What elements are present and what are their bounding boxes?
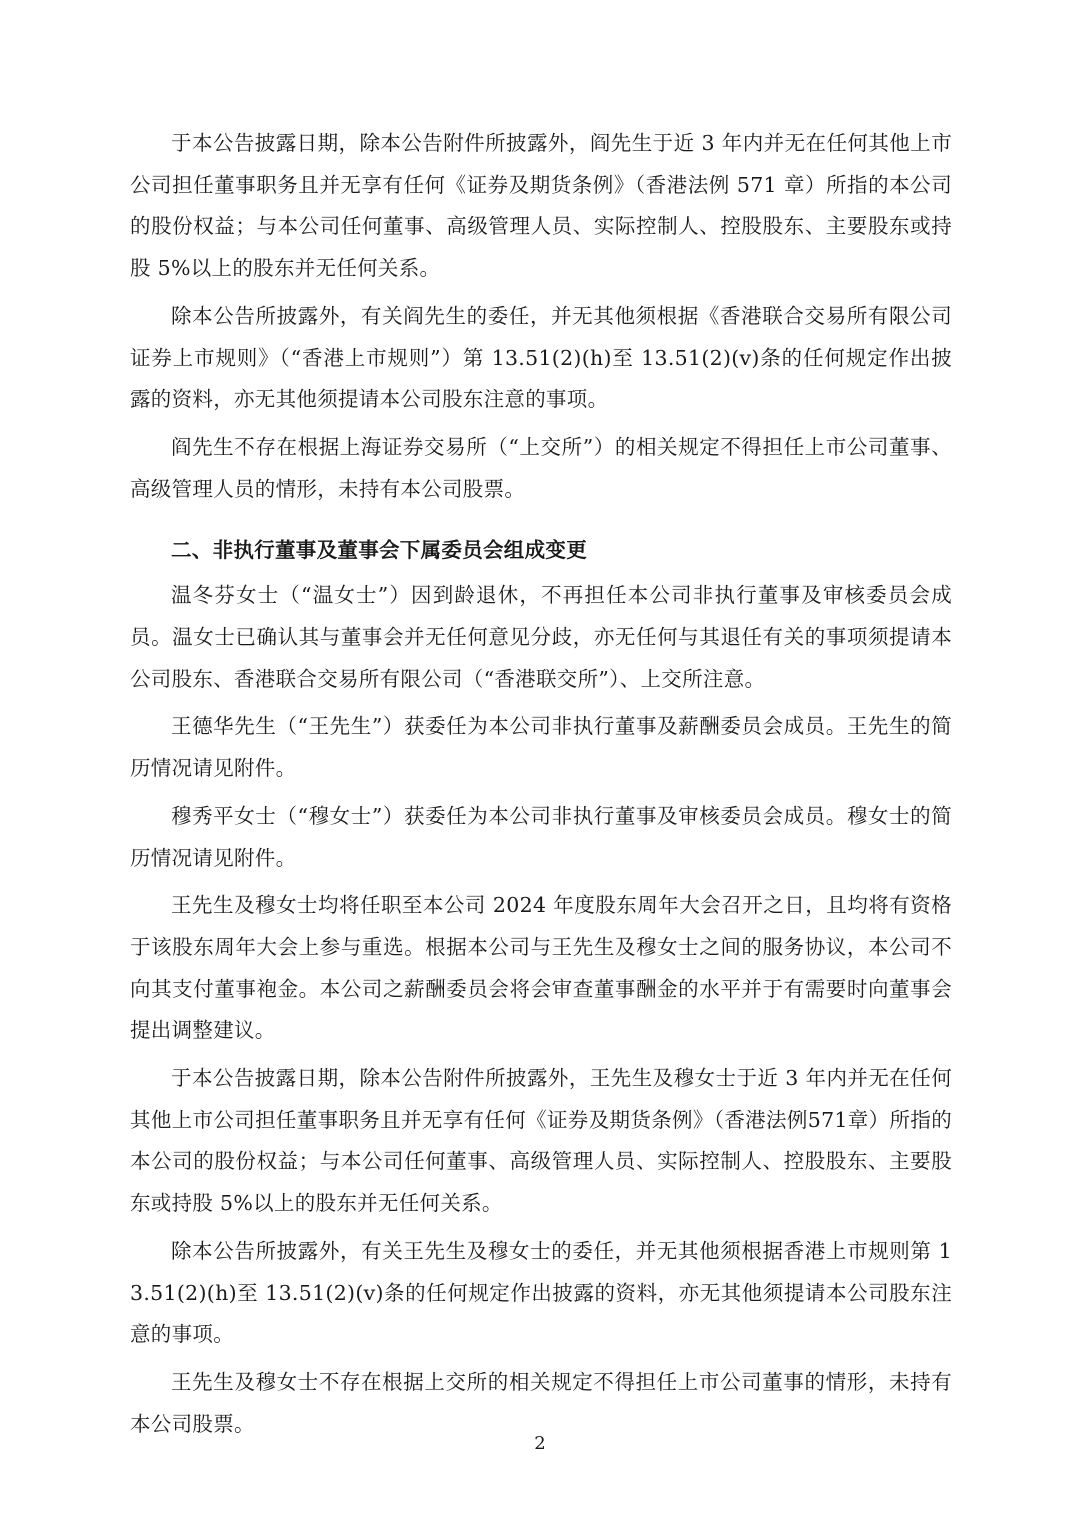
paragraph-yan-sse-eligibility: 阎先生不存在根据上海证券交易所（“上交所”）的相关规定不得担任上市公司董事、高级管理人员的情形，未持有本公司股票。 (130, 434, 952, 501)
paragraph-wang-mu-disclosure: 除本公告所披露外，有关王先生及穆女士的委任，并无其他须根据香港上市规则第 13.51(2)(h)至 13.51(2)(v)条的任何规定作出披露的资料，亦无其他须提请本公司股东注意的事项。 (130, 1238, 952, 1347)
section-heading: 二、非执行董事及董事会下属委员会组成变更 (171, 538, 587, 563)
paragraph-wang-mu-sse-eligibility: 王先生及穆女士不存在根据上交所的相关规定不得担任上市公司董事的情形，未持有本公司股票。 (130, 1369, 952, 1436)
paragraph-term-and-remuneration: 王先生及穆女士均将任职至本公司 2024 年度股东周年大会召开之日，且均将有资格于该股东周年大会上参与重选。根据本公司与王先生及穆女士之间的服务协议，本公司不向其支付董事袍金。本公司之薪酬委员会将会审查董事酬金的水平并于有需要时向董事会提出调整建议。 (130, 893, 952, 1043)
document-body (130, 123, 952, 1451)
paragraph-mu-appointment: 穆秀平女士（“穆女士”）获委任为本公司非执行董事及审核委员会成员。穆女士的简历情况请见附件。 (130, 803, 952, 870)
page-number: 2 (534, 1433, 546, 1454)
paragraph-yan-shareholding: 于本公告披露日期，除本公告附件所披露外，阎先生于近 3 年内并无在任何其他上市公司担任董事职务且并无享有任何《证券及期货条例》（香港法例 571 章）所指的本公司的股份权益；与本公司任何董事、高级管理人员、实际控制人、控股股东、主要股东或持股 5%以上的股东并无任何关系。 (130, 131, 952, 281)
paragraph-wang-appointment: 王德华先生（“王先生”）获委任为本公司非执行董事及薪酬委员会成员。王先生的简历情况请见附件。 (130, 714, 952, 781)
paragraph-wen-retirement: 温冬芬女士（“温女士”）因到龄退休，不再担任本公司非执行董事及审核委员会成员。温女士已确认其与董事会并无任何意见分歧，亦无任何与其退任有关的事项须提请本公司股东、香港联合交易所有限公司（“香港联交所”）、上交所注意。 (130, 583, 952, 691)
paragraph-wang-mu-shareholding: 于本公告披露日期，除本公告附件所披露外，王先生及穆女士于近 3 年内并无在任何其他上市公司担任董事职务且并无享有任何《证券及期货条例》（香港法例571章）所指的本公司的股份权益；与本公司任何董事、高级管理人员、实际控制人、控股股东、主要股东或持股 5%以上的股东并无任何关系。 (130, 1066, 952, 1216)
paragraph-yan-disclosure: 除本公告所披露外，有关阎先生的委任，并无其他须根据《香港联合交易所有限公司证券上市规则》（“香港上市规则”）第 13.51(2)(h)至 13.51(2)(v)条的任何规定作出披露的资料，亦无其他须提请本公司股东注意的事项。 (130, 303, 952, 412)
